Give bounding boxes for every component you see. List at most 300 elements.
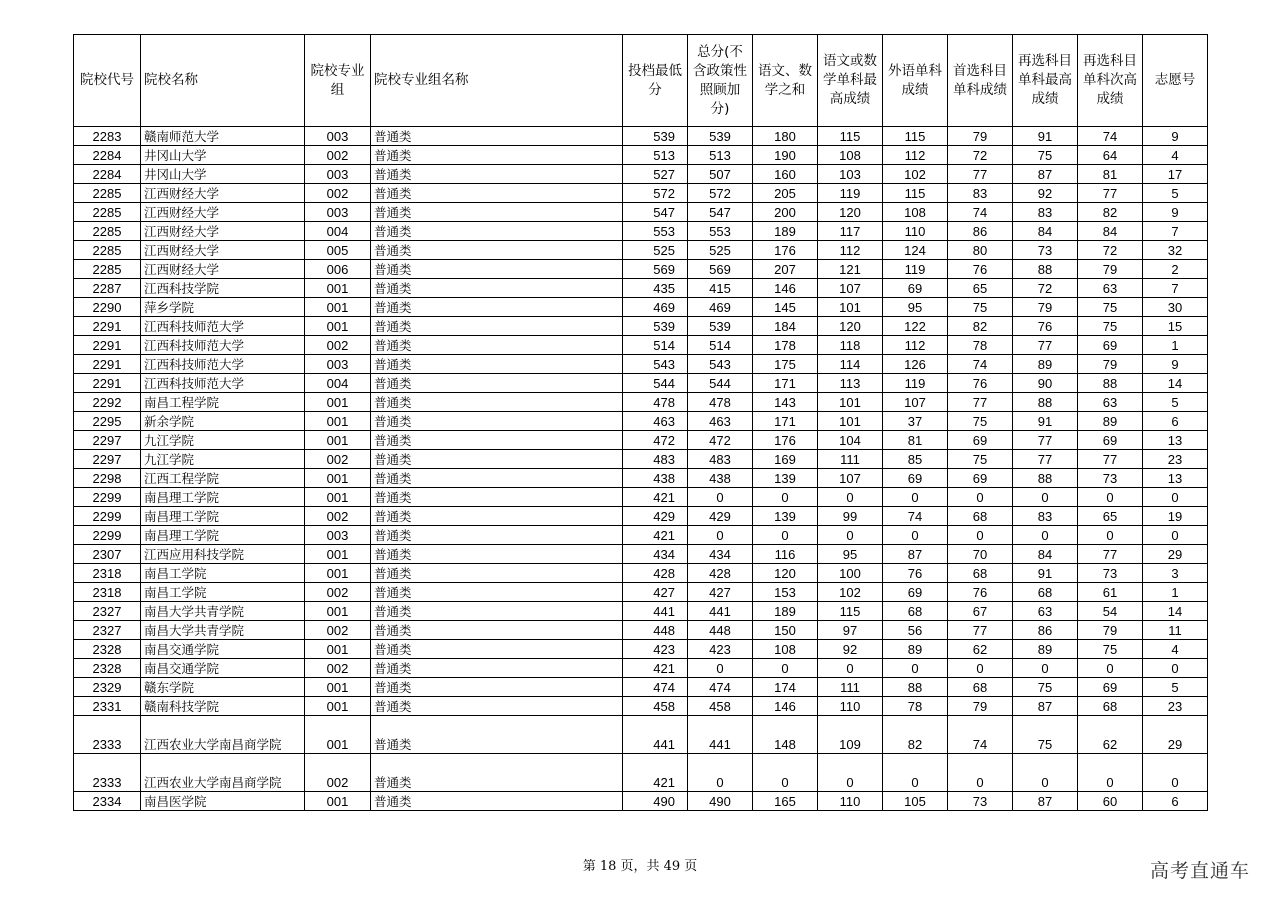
- cell-group-code: 002: [305, 621, 371, 640]
- cell-chinese-math-sum: 108: [753, 640, 818, 659]
- cell-chinese-math-sum: 0: [753, 659, 818, 678]
- header-elective-second: 再选科目单科次高成绩: [1078, 35, 1143, 127]
- cell-chinese-math-sum: 184: [753, 317, 818, 336]
- cell-elective-max: 0: [1013, 754, 1078, 792]
- cell-elective-second: 62: [1078, 716, 1143, 754]
- cell-foreign-language: 81: [883, 431, 948, 450]
- cell-school-code: 2327: [74, 621, 141, 640]
- cell-total-score: 429: [688, 507, 753, 526]
- cell-min-score: 421: [623, 526, 688, 545]
- cell-elective-second: 64: [1078, 146, 1143, 165]
- cell-school-name: 萍乡学院: [141, 298, 305, 317]
- table-row: [74, 792, 1208, 811]
- cell-preference-no: 14: [1143, 374, 1208, 393]
- cell-chinese-math-sum: 146: [753, 697, 818, 716]
- cell-preference-no: 32: [1143, 241, 1208, 260]
- cell-chinese-math-sum: 189: [753, 602, 818, 621]
- cell-school-name: 南昌医学院: [141, 792, 305, 811]
- cell-chinese-math-max: 95: [818, 545, 883, 564]
- header-elective-max: 再选科目单科最高成绩: [1013, 35, 1078, 127]
- cell-elective-max: 88: [1013, 260, 1078, 279]
- cell-total-score: 423: [688, 640, 753, 659]
- cell-group-code: 001: [305, 488, 371, 507]
- cell-chinese-math-max: 115: [818, 602, 883, 621]
- cell-preference-no: 6: [1143, 412, 1208, 431]
- table-row: [74, 374, 1208, 393]
- cell-group-code: 001: [305, 431, 371, 450]
- cell-chinese-math-max: 111: [818, 678, 883, 697]
- cell-elective-second: 73: [1078, 564, 1143, 583]
- cell-school-name: 江西科技师范大学: [141, 336, 305, 355]
- cell-preference-no: 14: [1143, 602, 1208, 621]
- cell-preference-no: 7: [1143, 222, 1208, 241]
- cell-chinese-math-sum: 165: [753, 792, 818, 811]
- cell-school-code: 2287: [74, 279, 141, 298]
- cell-chinese-math-sum: 175: [753, 355, 818, 374]
- cell-elective-max: 91: [1013, 127, 1078, 146]
- cell-chinese-math-max: 101: [818, 393, 883, 412]
- cell-chinese-math-max: 107: [818, 469, 883, 488]
- watermark: 高考直通车: [1149, 860, 1250, 882]
- cell-chinese-math-sum: 0: [753, 488, 818, 507]
- cell-elective-second: 82: [1078, 203, 1143, 222]
- cell-school-code: 2331: [74, 697, 141, 716]
- cell-total-score: 539: [688, 127, 753, 146]
- cell-total-score: 441: [688, 602, 753, 621]
- cell-school-code: 2307: [74, 545, 141, 564]
- cell-foreign-language: 87: [883, 545, 948, 564]
- table-row: [74, 678, 1208, 697]
- cell-min-score: 472: [623, 431, 688, 450]
- cell-school-name: 南昌工学院: [141, 564, 305, 583]
- cell-min-score: 483: [623, 450, 688, 469]
- cell-elective-second: 69: [1078, 336, 1143, 355]
- cell-school-code: 2297: [74, 450, 141, 469]
- cell-preference-no: 5: [1143, 184, 1208, 203]
- table-row: [74, 621, 1208, 640]
- cell-preference-no: 5: [1143, 678, 1208, 697]
- cell-min-score: 429: [623, 507, 688, 526]
- cell-group-name: 普通类: [371, 336, 623, 355]
- cell-min-score: 438: [623, 469, 688, 488]
- cell-total-score: 544: [688, 374, 753, 393]
- cell-chinese-math-max: 101: [818, 298, 883, 317]
- cell-elective-second: 72: [1078, 241, 1143, 260]
- table-row: [74, 127, 1208, 146]
- cell-chinese-math-max: 108: [818, 146, 883, 165]
- cell-chinese-math-max: 114: [818, 355, 883, 374]
- table-row: [74, 564, 1208, 583]
- table-row: [74, 450, 1208, 469]
- cell-school-code: 2285: [74, 184, 141, 203]
- cell-chinese-math-sum: 150: [753, 621, 818, 640]
- cell-first-subject: 77: [948, 393, 1013, 412]
- cell-preference-no: 9: [1143, 203, 1208, 222]
- cell-chinese-math-sum: 120: [753, 564, 818, 583]
- cell-school-name: 江西科技师范大学: [141, 317, 305, 336]
- cell-school-code: 2285: [74, 260, 141, 279]
- cell-group-code: 003: [305, 165, 371, 184]
- cell-chinese-math-max: 100: [818, 564, 883, 583]
- cell-min-score: 527: [623, 165, 688, 184]
- cell-preference-no: 9: [1143, 355, 1208, 374]
- cell-school-name: 江西工程学院: [141, 469, 305, 488]
- cell-school-name: 江西财经大学: [141, 184, 305, 203]
- cell-foreign-language: 122: [883, 317, 948, 336]
- cell-elective-second: 54: [1078, 602, 1143, 621]
- cell-school-name: 江西科技师范大学: [141, 355, 305, 374]
- cell-chinese-math-sum: 160: [753, 165, 818, 184]
- table-row: [74, 754, 1208, 792]
- cell-school-code: 2290: [74, 298, 141, 317]
- cell-elective-second: 60: [1078, 792, 1143, 811]
- cell-group-code: 003: [305, 127, 371, 146]
- cell-group-name: 普通类: [371, 564, 623, 583]
- cell-first-subject: 73: [948, 792, 1013, 811]
- cell-group-name: 普通类: [371, 241, 623, 260]
- cell-group-code: 001: [305, 792, 371, 811]
- cell-chinese-math-sum: 148: [753, 716, 818, 754]
- cell-group-code: 001: [305, 640, 371, 659]
- cell-school-name: 南昌大学共青学院: [141, 621, 305, 640]
- cell-first-subject: 74: [948, 716, 1013, 754]
- cell-school-code: 2285: [74, 203, 141, 222]
- cell-chinese-math-max: 118: [818, 336, 883, 355]
- cell-chinese-math-max: 115: [818, 127, 883, 146]
- cell-preference-no: 23: [1143, 450, 1208, 469]
- cell-chinese-math-max: 104: [818, 431, 883, 450]
- page-footer: 第 18 页，共 49 页: [582, 859, 698, 874]
- table-row: [74, 203, 1208, 222]
- cell-elective-max: 83: [1013, 203, 1078, 222]
- cell-preference-no: 2: [1143, 260, 1208, 279]
- admission-score-table: [73, 34, 1208, 811]
- cell-school-code: 2328: [74, 640, 141, 659]
- cell-foreign-language: 0: [883, 659, 948, 678]
- cell-elective-second: 0: [1078, 754, 1143, 792]
- cell-group-name: 普通类: [371, 792, 623, 811]
- cell-group-code: 005: [305, 241, 371, 260]
- cell-group-code: 003: [305, 355, 371, 374]
- cell-chinese-math-sum: 176: [753, 241, 818, 260]
- cell-min-score: 569: [623, 260, 688, 279]
- cell-chinese-math-sum: 205: [753, 184, 818, 203]
- cell-total-score: 507: [688, 165, 753, 184]
- cell-foreign-language: 102: [883, 165, 948, 184]
- cell-school-name: 江西应用科技学院: [141, 545, 305, 564]
- cell-foreign-language: 89: [883, 640, 948, 659]
- cell-chinese-math-sum: 146: [753, 279, 818, 298]
- cell-preference-no: 5: [1143, 393, 1208, 412]
- cell-min-score: 463: [623, 412, 688, 431]
- cell-chinese-math-sum: 143: [753, 393, 818, 412]
- cell-elective-max: 88: [1013, 469, 1078, 488]
- cell-elective-second: 63: [1078, 393, 1143, 412]
- cell-group-code: 001: [305, 393, 371, 412]
- cell-school-code: 2285: [74, 222, 141, 241]
- cell-chinese-math-sum: 180: [753, 127, 818, 146]
- header-total-score: 总分(不含政策性照顾加分): [688, 35, 753, 127]
- cell-elective-max: 63: [1013, 602, 1078, 621]
- cell-total-score: 472: [688, 431, 753, 450]
- cell-elective-max: 76: [1013, 317, 1078, 336]
- cell-group-name: 普通类: [371, 640, 623, 659]
- cell-first-subject: 86: [948, 222, 1013, 241]
- cell-chinese-math-max: 113: [818, 374, 883, 393]
- cell-chinese-math-sum: 145: [753, 298, 818, 317]
- cell-preference-no: 9: [1143, 127, 1208, 146]
- cell-min-score: 421: [623, 488, 688, 507]
- cell-first-subject: 62: [948, 640, 1013, 659]
- cell-min-score: 478: [623, 393, 688, 412]
- cell-school-name: 南昌理工学院: [141, 488, 305, 507]
- cell-first-subject: 68: [948, 678, 1013, 697]
- cell-school-name: 南昌工学院: [141, 583, 305, 602]
- header-chinese-math-sum: 语文、数学之和: [753, 35, 818, 127]
- cell-school-code: 2285: [74, 241, 141, 260]
- cell-school-code: 2328: [74, 659, 141, 678]
- header-group-code: 院校专业组: [305, 35, 371, 127]
- cell-total-score: 513: [688, 146, 753, 165]
- table-row: [74, 355, 1208, 374]
- cell-group-code: 001: [305, 412, 371, 431]
- table-row: [74, 545, 1208, 564]
- cell-preference-no: 6: [1143, 792, 1208, 811]
- cell-first-subject: 69: [948, 469, 1013, 488]
- header-chinese-math-max: 语文或数学单科最高成绩: [818, 35, 883, 127]
- cell-total-score: 441: [688, 716, 753, 754]
- cell-group-name: 普通类: [371, 393, 623, 412]
- cell-chinese-math-sum: 190: [753, 146, 818, 165]
- cell-first-subject: 0: [948, 488, 1013, 507]
- cell-elective-max: 89: [1013, 640, 1078, 659]
- cell-total-score: 448: [688, 621, 753, 640]
- cell-elective-max: 77: [1013, 431, 1078, 450]
- cell-min-score: 539: [623, 317, 688, 336]
- table-row: [74, 146, 1208, 165]
- cell-group-name: 普通类: [371, 450, 623, 469]
- cell-school-name: 江西财经大学: [141, 241, 305, 260]
- table-row: [74, 469, 1208, 488]
- cell-group-code: 002: [305, 450, 371, 469]
- cell-group-name: 普通类: [371, 602, 623, 621]
- header-preference-no: 志愿号: [1143, 35, 1208, 127]
- header-school-name: 院校名称: [141, 35, 305, 127]
- cell-school-code: 2299: [74, 488, 141, 507]
- cell-foreign-language: 0: [883, 488, 948, 507]
- cell-school-name: 新余学院: [141, 412, 305, 431]
- cell-total-score: 428: [688, 564, 753, 583]
- cell-first-subject: 0: [948, 659, 1013, 678]
- cell-total-score: 478: [688, 393, 753, 412]
- cell-elective-second: 77: [1078, 545, 1143, 564]
- cell-foreign-language: 0: [883, 526, 948, 545]
- cell-total-score: 434: [688, 545, 753, 564]
- cell-elective-max: 77: [1013, 450, 1078, 469]
- cell-chinese-math-max: 0: [818, 659, 883, 678]
- cell-elective-second: 61: [1078, 583, 1143, 602]
- cell-min-score: 490: [623, 792, 688, 811]
- cell-group-name: 普通类: [371, 716, 623, 754]
- cell-total-score: 0: [688, 488, 753, 507]
- cell-group-name: 普通类: [371, 621, 623, 640]
- cell-school-name: 南昌理工学院: [141, 526, 305, 545]
- cell-chinese-math-sum: 189: [753, 222, 818, 241]
- table-row: [74, 526, 1208, 545]
- cell-group-name: 普通类: [371, 412, 623, 431]
- cell-first-subject: 0: [948, 526, 1013, 545]
- cell-elective-second: 75: [1078, 640, 1143, 659]
- cell-preference-no: 29: [1143, 545, 1208, 564]
- cell-first-subject: 77: [948, 621, 1013, 640]
- cell-preference-no: 7: [1143, 279, 1208, 298]
- cell-preference-no: 13: [1143, 469, 1208, 488]
- cell-elective-max: 0: [1013, 526, 1078, 545]
- cell-chinese-math-max: 120: [818, 317, 883, 336]
- cell-elective-max: 68: [1013, 583, 1078, 602]
- table-row: [74, 336, 1208, 355]
- cell-first-subject: 69: [948, 431, 1013, 450]
- cell-group-name: 普通类: [371, 659, 623, 678]
- cell-first-subject: 68: [948, 564, 1013, 583]
- table-body: [74, 127, 1208, 811]
- cell-elective-max: 88: [1013, 393, 1078, 412]
- cell-school-code: 2299: [74, 526, 141, 545]
- cell-chinese-math-sum: 139: [753, 507, 818, 526]
- cell-group-code: 006: [305, 260, 371, 279]
- cell-elective-max: 84: [1013, 222, 1078, 241]
- table-row: [74, 640, 1208, 659]
- cell-chinese-math-max: 107: [818, 279, 883, 298]
- cell-group-code: 001: [305, 279, 371, 298]
- cell-min-score: 525: [623, 241, 688, 260]
- cell-school-name: 九江学院: [141, 450, 305, 469]
- cell-min-score: 441: [623, 716, 688, 754]
- cell-chinese-math-max: 0: [818, 754, 883, 792]
- cell-min-score: 572: [623, 184, 688, 203]
- cell-elective-max: 72: [1013, 279, 1078, 298]
- cell-group-code: 001: [305, 602, 371, 621]
- cell-elective-second: 89: [1078, 412, 1143, 431]
- cell-min-score: 458: [623, 697, 688, 716]
- cell-total-score: 483: [688, 450, 753, 469]
- cell-chinese-math-sum: 171: [753, 412, 818, 431]
- header-row: [74, 35, 1208, 127]
- table-row: [74, 222, 1208, 241]
- cell-foreign-language: 119: [883, 374, 948, 393]
- cell-first-subject: 76: [948, 583, 1013, 602]
- cell-total-score: 490: [688, 792, 753, 811]
- cell-first-subject: 79: [948, 697, 1013, 716]
- cell-total-score: 415: [688, 279, 753, 298]
- cell-elective-second: 73: [1078, 469, 1143, 488]
- cell-group-name: 普通类: [371, 469, 623, 488]
- table-row: [74, 716, 1208, 754]
- cell-school-code: 2327: [74, 602, 141, 621]
- cell-first-subject: 75: [948, 298, 1013, 317]
- cell-chinese-math-sum: 200: [753, 203, 818, 222]
- cell-group-name: 普通类: [371, 488, 623, 507]
- cell-school-name: 赣东学院: [141, 678, 305, 697]
- table-row: [74, 165, 1208, 184]
- cell-group-name: 普通类: [371, 127, 623, 146]
- cell-elective-second: 79: [1078, 621, 1143, 640]
- cell-foreign-language: 124: [883, 241, 948, 260]
- cell-school-name: 南昌理工学院: [141, 507, 305, 526]
- cell-preference-no: 0: [1143, 526, 1208, 545]
- cell-preference-no: 11: [1143, 621, 1208, 640]
- cell-elective-max: 75: [1013, 716, 1078, 754]
- cell-school-code: 2298: [74, 469, 141, 488]
- cell-school-name: 井冈山大学: [141, 165, 305, 184]
- cell-chinese-math-max: 121: [818, 260, 883, 279]
- cell-group-code: 001: [305, 678, 371, 697]
- table-row: [74, 298, 1208, 317]
- cell-total-score: 569: [688, 260, 753, 279]
- cell-foreign-language: 68: [883, 602, 948, 621]
- header-foreign-language: 外语单科成绩: [883, 35, 948, 127]
- cell-group-name: 普通类: [371, 754, 623, 792]
- cell-school-code: 2318: [74, 583, 141, 602]
- cell-first-subject: 82: [948, 317, 1013, 336]
- cell-group-name: 普通类: [371, 146, 623, 165]
- table-row: [74, 488, 1208, 507]
- cell-foreign-language: 69: [883, 279, 948, 298]
- cell-foreign-language: 85: [883, 450, 948, 469]
- cell-group-code: 001: [305, 697, 371, 716]
- cell-first-subject: 68: [948, 507, 1013, 526]
- cell-elective-second: 77: [1078, 450, 1143, 469]
- cell-first-subject: 0: [948, 754, 1013, 792]
- cell-school-name: 江西农业大学南昌商学院: [141, 716, 305, 754]
- cell-elective-second: 0: [1078, 488, 1143, 507]
- cell-elective-max: 87: [1013, 697, 1078, 716]
- cell-school-name: 江西科技学院: [141, 279, 305, 298]
- cell-elective-max: 0: [1013, 659, 1078, 678]
- cell-chinese-math-sum: 178: [753, 336, 818, 355]
- cell-elective-max: 87: [1013, 792, 1078, 811]
- cell-chinese-math-max: 101: [818, 412, 883, 431]
- cell-chinese-math-max: 97: [818, 621, 883, 640]
- cell-school-name: 江西财经大学: [141, 222, 305, 241]
- cell-chinese-math-sum: 174: [753, 678, 818, 697]
- cell-first-subject: 76: [948, 374, 1013, 393]
- cell-group-name: 普通类: [371, 317, 623, 336]
- cell-min-score: 547: [623, 203, 688, 222]
- cell-chinese-math-max: 102: [818, 583, 883, 602]
- cell-chinese-math-max: 92: [818, 640, 883, 659]
- table-row: [74, 260, 1208, 279]
- cell-chinese-math-max: 111: [818, 450, 883, 469]
- cell-group-code: 002: [305, 184, 371, 203]
- cell-preference-no: 3: [1143, 564, 1208, 583]
- cell-school-name: 南昌交通学院: [141, 640, 305, 659]
- cell-total-score: 463: [688, 412, 753, 431]
- cell-school-name: 江西科技师范大学: [141, 374, 305, 393]
- cell-group-name: 普通类: [371, 184, 623, 203]
- cell-total-score: 469: [688, 298, 753, 317]
- cell-elective-max: 87: [1013, 165, 1078, 184]
- cell-group-name: 普通类: [371, 260, 623, 279]
- cell-elective-max: 75: [1013, 146, 1078, 165]
- cell-first-subject: 80: [948, 241, 1013, 260]
- cell-group-code: 001: [305, 469, 371, 488]
- cell-group-code: 001: [305, 298, 371, 317]
- cell-min-score: 553: [623, 222, 688, 241]
- cell-first-subject: 74: [948, 355, 1013, 374]
- cell-min-score: 427: [623, 583, 688, 602]
- cell-school-name: 江西财经大学: [141, 260, 305, 279]
